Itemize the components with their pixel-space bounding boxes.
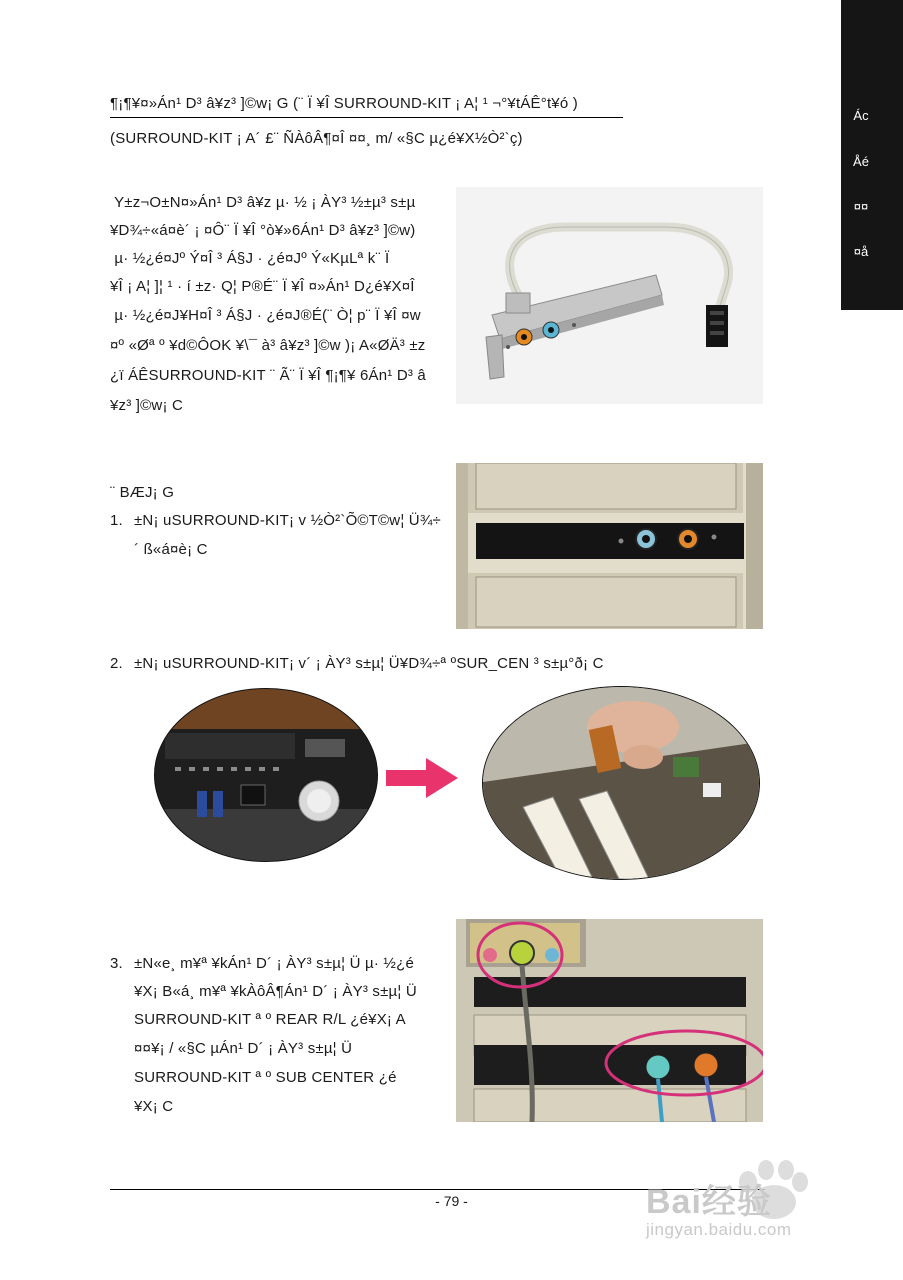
surround-kit-photo — [456, 187, 763, 404]
section-heading: ¶¡¶¥¤»Án¹ D³ â¥z³ ]©w¡ G (¨ Ï ¥Î SURROUND-KIT ¡ A¦ ¹ ¬°¥tÁÊ°t¥ó ) — [110, 95, 578, 112]
intro-line: Y±z¬O±N¤»Án¹ D³ â¥z µ· ½ ¡ ÀY³ ½±µ³ s±µ — [110, 194, 416, 211]
intro-line: µ· ½¿é¤J¥H¤Î ³ Á§J · ¿é¤J®É(¨ Ò¦ p¨ Ï ¥Î ¤w — [110, 307, 421, 324]
intro-line: ¥z³ ]©w¡ C — [110, 397, 184, 414]
step-1-text: ´ ß«á¤è¡ C — [134, 541, 208, 558]
step-3-text: ±N«e¸ m¥ª ¥kÁn¹ D´ ¡ ÀY³ s±µ¦ Ü µ· ½¿é — [134, 955, 415, 972]
step-1-number: 1. — [110, 512, 123, 529]
step-3-number: 3. — [110, 955, 123, 972]
motherboard-header-photo — [154, 688, 378, 862]
step-3-text: SURROUND-KIT ª º SUB CENTER ¿é — [134, 1069, 397, 1086]
step-3-text: ¤¤¥¡ / «§C µÁn¹ D´ ¡ ÀY³ s±µ¦ Ü — [134, 1040, 353, 1057]
watermark-url: jingyan.baidu.com — [646, 1220, 792, 1239]
side-tab-char-4: ¤å — [853, 244, 869, 259]
intro-line: ¿ï ÁÊSURROUND-KIT ¨ Ã¨ Ï ¥Î ¶¡¶¥ 6Án¹ D³ â — [110, 367, 426, 384]
step-1-text: ±N¡ uSURROUND-KIT¡ v ½Ò²`Õ©T©w¦ Ü¾÷ — [134, 512, 441, 529]
side-tab-char-1: Ác — [853, 108, 869, 123]
intro-line: ¥D¾÷«á¤è´ ¡ ¤Ô¨ Ï ¥Î °ò¥»6Án¹ D³ â¥z³ ]©w) — [110, 222, 416, 239]
watermark-brand: Bai经验 — [646, 1183, 772, 1221]
intro-line: µ· ½¿é¤Jº Ý¤Î ³ Á§J · ¿é¤Jº Ý«KµLª k¨ Ï — [110, 250, 390, 267]
baidu-watermark — [640, 1140, 865, 1260]
chapter-side-tab — [841, 0, 903, 310]
connecting-cable-photo — [482, 686, 760, 880]
step-3-text: SURROUND-KIT ª º REAR R/L ¿é¥X¡ A — [134, 1011, 406, 1028]
heading-underline — [110, 117, 623, 118]
bracket-installed-photo — [456, 463, 763, 629]
page-number: - 79 - — [435, 1193, 468, 1209]
intro-line: ¤º «Øª º ¥d©ÔOK ¥\¯ à³ â¥z³ ]©w )¡ A«ØÄ³ ±z — [110, 337, 426, 354]
section-subheading: (SURROUND-KIT ¡ A´ £¨ ÑÀôÂ¶¤Î ¤¤¸ m/ «§C µ¿é¥X½Ò²`ç) — [110, 130, 523, 147]
steps-label: ¨ BÆJ¡ G — [110, 484, 175, 501]
side-tab-char-2: Åé — [853, 154, 869, 169]
step-2-number: 2. — [110, 655, 123, 672]
step-2-text: ±N¡ uSURROUND-KIT¡ v´ ¡ ÀY³ s±µ¦ Ü¥D¾÷ª ºSUR_CEN ³ s±µ°ð¡ C — [134, 655, 604, 672]
step-3-text: ¥X¡ B«á¸ m¥ª ¥kÀôÂ¶Án¹ D´ ¡ ÀY³ s±µ¦ Ü — [134, 983, 417, 1000]
step-3-text: ¥X¡ C — [134, 1098, 174, 1115]
intro-line: ¥Î ¡ A¦ ]¦ ¹ · í ±z· Q¦ P®É¨ Ï ¥Î ¤»Án¹ D¿é¥X¤Î — [110, 278, 415, 295]
side-tab-char-3: ¤¤ — [853, 199, 869, 214]
rear-panel-connections-photo — [456, 919, 763, 1122]
arrow-right-icon — [386, 758, 458, 798]
